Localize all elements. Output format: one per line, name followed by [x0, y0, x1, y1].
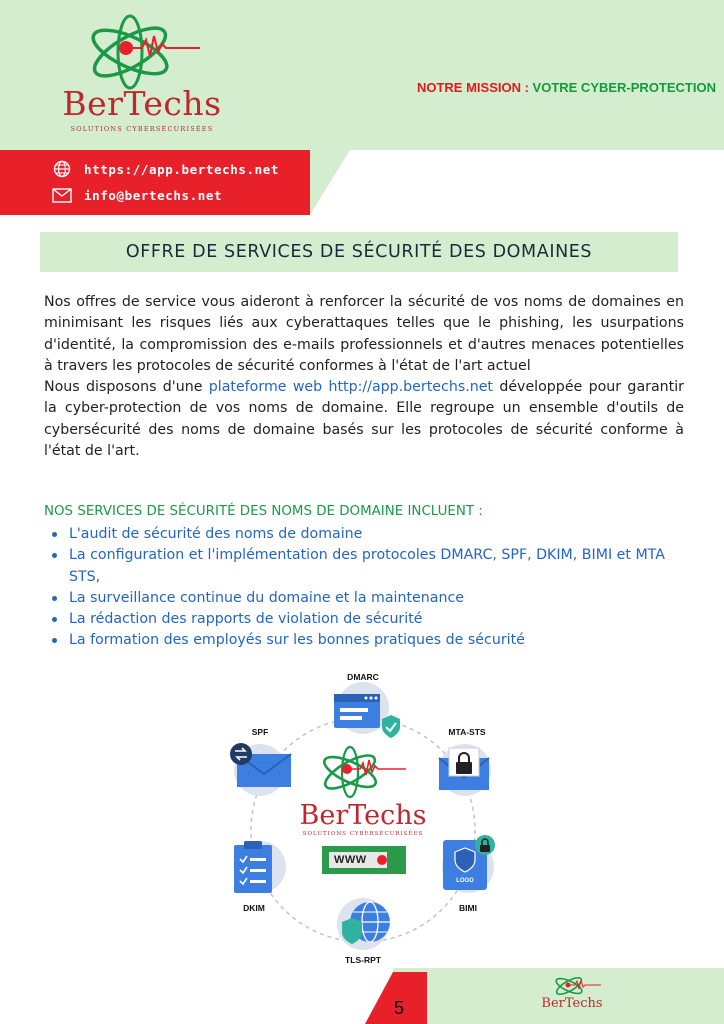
- header-green-corner: [310, 150, 350, 215]
- mission-prefix: NOTRE MISSION :: [416, 80, 529, 95]
- page-number: 5: [394, 998, 405, 1018]
- platform-url-link[interactable]: http://app.bertechs.net: [328, 379, 493, 396]
- tls-rpt-node-icon: [337, 898, 390, 950]
- brand-tagline: SOLUTIONS CYBERSÉCURISÉES: [70, 125, 214, 133]
- mta-sts-node-icon: [439, 744, 491, 796]
- list-item: L'audit de sécurité des noms de domaine: [44, 524, 684, 545]
- list-item: La surveillance continue du domaine et la maintenance: [44, 588, 684, 609]
- mission-statement: [417, 80, 716, 95]
- list-item: La rédaction des rapports de violation de sécurité: [44, 609, 684, 630]
- platform-link[interactable]: plateforme web: [208, 379, 323, 396]
- protocols-diagram: [210, 662, 510, 972]
- section-title: OFFRE DE SERVICES DE SÉCURITÉ DES DOMAINES: [40, 232, 678, 272]
- mta-sts-label: MTA-STS: [448, 727, 486, 737]
- spf-label: SPF: [251, 727, 269, 737]
- dkim-node-icon: [234, 841, 286, 893]
- website-link[interactable]: https://app.bertechs.net: [84, 161, 280, 177]
- intro-paragraph: Nos offres de service vous aideront à renforcer la sécurité de vos noms de domaines en minimisant les risques liés aux cyberattaques telles que le phishing, les usurpations d'identité, la compromission des e-mails professionnels et d'autres menaces potentielles à travers les protocoles de sécurité conformes à l'état de l'art actuel: [44, 294, 684, 374]
- spf-node-icon: [230, 743, 291, 796]
- list-item: La formation des employés sur les bonnes pratiques de sécurité: [44, 630, 684, 651]
- mission-text: VOTRE CYBER-PROTECTION: [528, 80, 716, 95]
- www-banner: [322, 846, 406, 874]
- center-atom-icon: [320, 747, 406, 797]
- body-text: [44, 292, 684, 462]
- logo-label: LOGO: [456, 878, 474, 884]
- bimi-label: BIMI: [459, 903, 477, 913]
- tls-rpt-label: TLS-RPT: [345, 955, 381, 965]
- email-link[interactable]: info@bertechs.net: [84, 187, 223, 203]
- brand-name: BerTechs: [62, 84, 222, 123]
- footer-brand-name: BerTechs: [541, 996, 603, 1011]
- services-list: [44, 524, 684, 652]
- center-brand-tagline: SOLUTIONS CYBERSÉCURISÉES: [302, 831, 424, 837]
- services-title: NOS SERVICES DE SÉCURITÉ DES NOMS DE DOMAINE INCLUENT :: [44, 504, 483, 519]
- bimi-node-icon: [442, 835, 495, 893]
- contact-email-row: [52, 186, 222, 204]
- atom-logo-icon: [82, 12, 202, 92]
- footer-atom-icon: [551, 974, 603, 998]
- platform-text-end: développée pour garantir la cyber-protection de vos noms de domaine. Elle regroupe un ensemble d'outils de cybersécurité des noms de domaine basés sur les protocoles de sécurité conforme à l'état de l'art.: [44, 379, 684, 460]
- list-item: La configuration et l'implémentation des protocoles DMARC, SPF, DKIM, BIMI et MTA STS,: [44, 545, 684, 588]
- company-logo: [52, 12, 232, 137]
- record-dot-icon: [376, 854, 388, 866]
- platform-text-start: Nous disposons d'une: [44, 379, 209, 396]
- dmarc-node-icon: [334, 682, 400, 738]
- dmarc-label: DMARC: [347, 672, 379, 682]
- footer-logo: [537, 974, 607, 1020]
- platform-paragraph: [44, 377, 684, 462]
- contact-website-row: [52, 160, 279, 178]
- dkim-label: DKIM: [243, 903, 265, 913]
- center-brand-name: BerTechs: [299, 800, 427, 831]
- envelope-icon: [52, 186, 72, 204]
- globe-icon: [52, 160, 72, 178]
- www-text: WWW: [329, 852, 387, 868]
